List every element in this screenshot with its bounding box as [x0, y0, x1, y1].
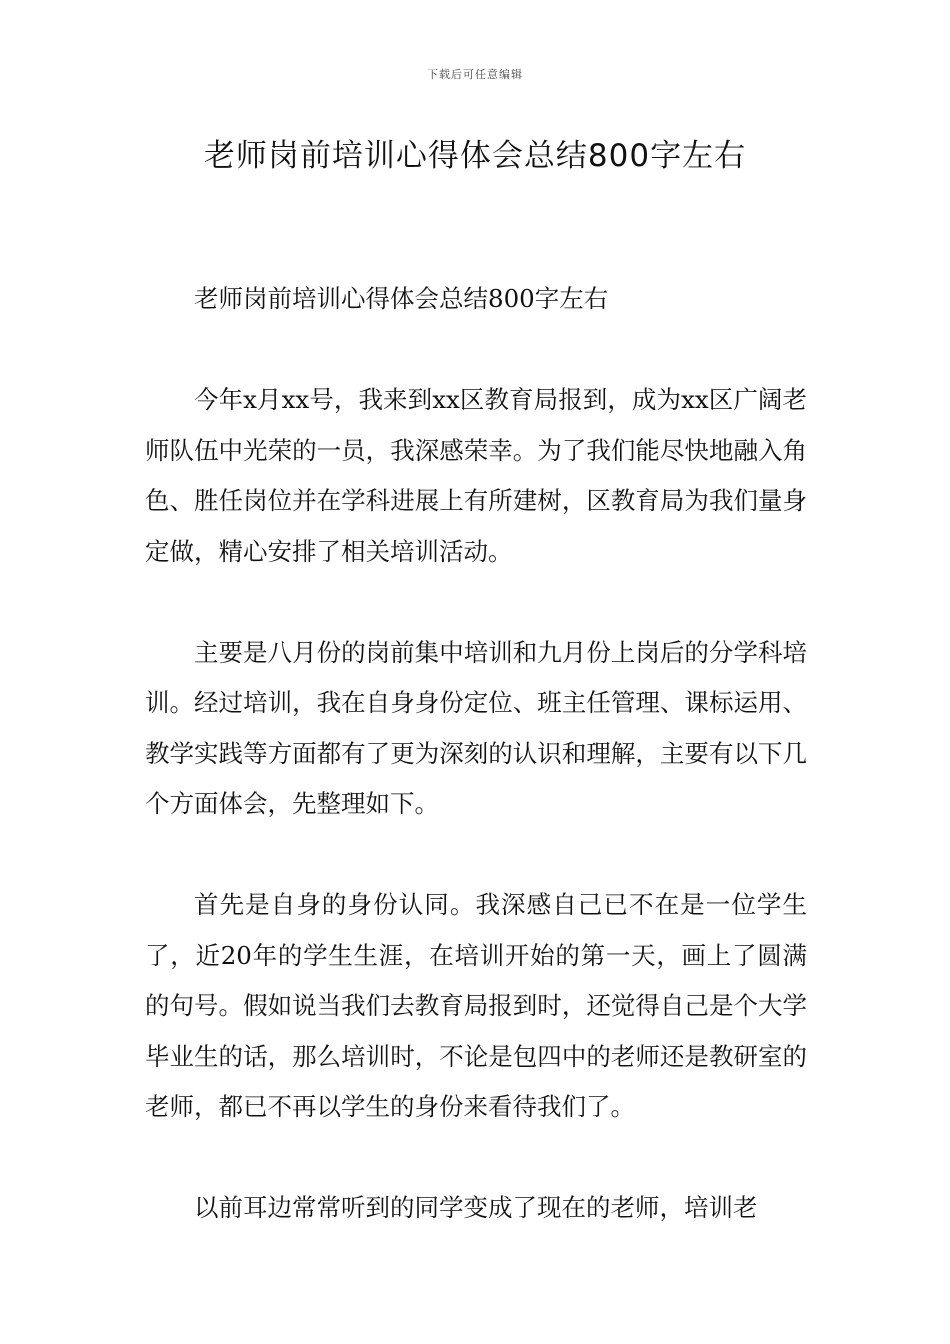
- document-title: 老师岗前培训心得体会总结800字左右: [203, 138, 747, 174]
- paragraph: 首先是自身的身份认同。我深感自己已不在是一位学生了，近20年的学生生涯，在培训开始的第一天，画上了圆满的句号。假如说当我们去教育局报到时，还觉得自己是个大学毕业生的话，那么培训时，不论是包四中的老师还是教研室的老师，都已不再以学生的身份来看待我们了。: [145, 890, 807, 1121]
- paragraph: 以前耳边常常听到的同学变成了现在的老师，培训老: [194, 1193, 758, 1222]
- paragraph: 主要是八月份的岗前集中培训和九月份上岗后的分学科培训。经过培训，我在自身身份定位、班主任管理、课标运用、教学实践等方面都有了更为深刻的认识和理解，主要有以下几个方面体会，先整理如下。: [145, 637, 807, 818]
- header-note: 下载后可任意编辑: [427, 68, 523, 81]
- paragraph-subtitle: 老师岗前培训心得体会总结800字左右: [194, 284, 609, 313]
- document-body: [145, 274, 807, 1284]
- paragraph: 今年x月xx号，我来到xx区教育局报到，成为xx区广阔老师队伍中光荣的一员，我深感荣幸。为了我们能尽快地融入角色、胜任岗位并在学科进展上有所建树，区教育局为我们量身定做，精心安排了相关培训活动。: [145, 385, 807, 566]
